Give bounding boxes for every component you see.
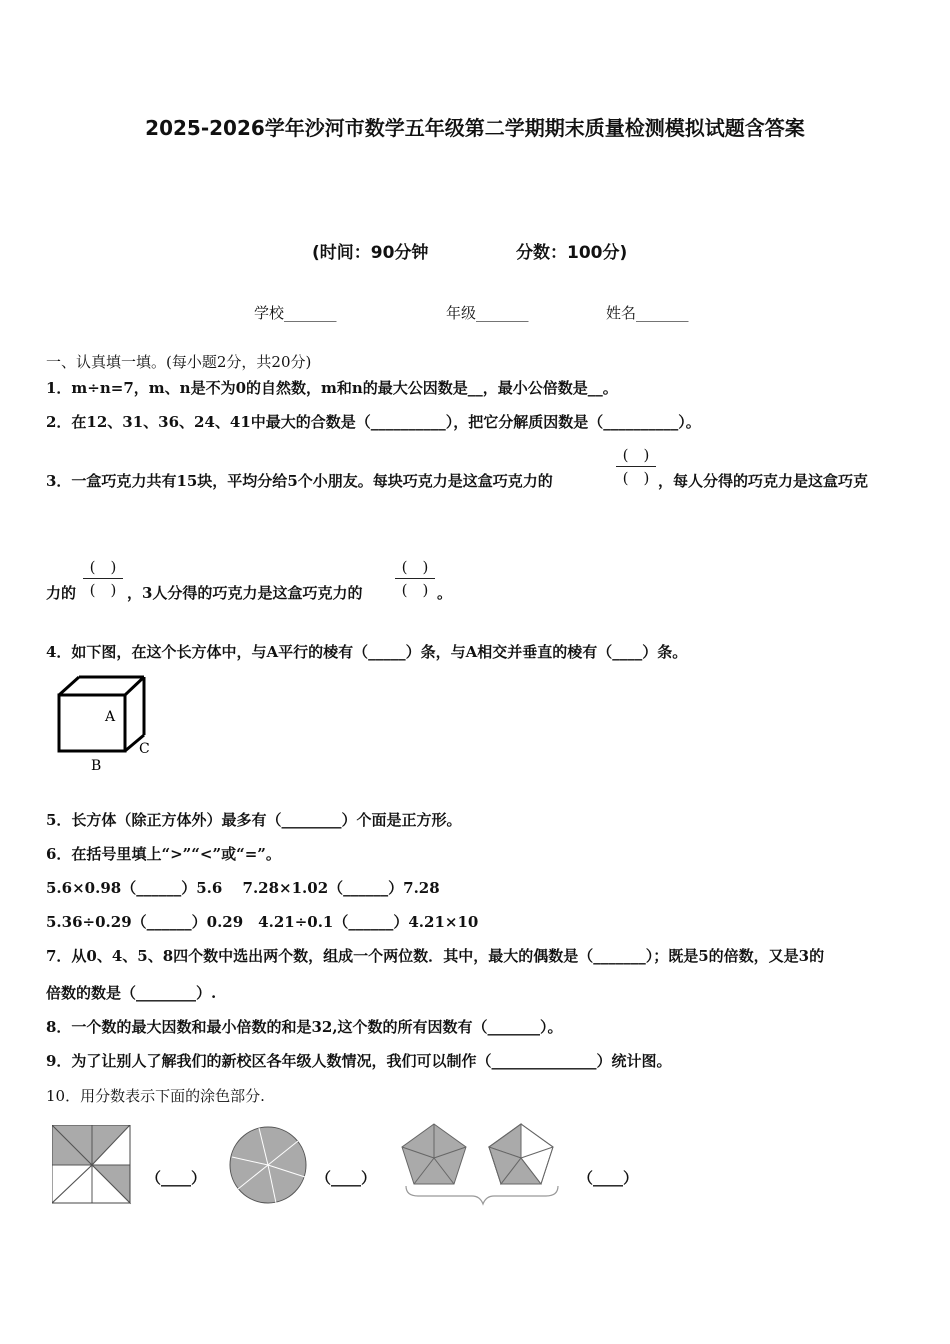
exam-time: (时间：90分钟 bbox=[312, 243, 429, 263]
fraction-blank bbox=[393, 556, 437, 599]
section-heading: 一、认真填一填。(每小题2分，共20分) bbox=[46, 353, 312, 371]
fraction-blank bbox=[614, 444, 658, 487]
question-6: 6．在括号里填上“>”“<”或“=”。 bbox=[46, 845, 281, 863]
cuboid-label-c: C bbox=[139, 741, 150, 757]
exam-score: 分数：100分) bbox=[516, 243, 628, 263]
fraction-denominator: ( ) bbox=[89, 581, 117, 599]
grade-field: 年级_______ bbox=[446, 304, 529, 322]
cuboid-figure bbox=[50, 672, 160, 776]
question-9: 9．为了让别人了解我们的新校区各年级人数情况，我们可以制作（______________）统计图。 bbox=[46, 1052, 672, 1070]
question-5: 5．长方体（除正方体外）最多有（________）个面是正方形。 bbox=[46, 811, 462, 829]
answer-blank-1: （____） bbox=[146, 1169, 207, 1187]
answer-blank-3: （____） bbox=[578, 1169, 639, 1187]
question-3-end: 。 bbox=[437, 584, 453, 602]
circle-figure bbox=[228, 1125, 308, 1205]
answer-blank-2: （____） bbox=[316, 1169, 377, 1187]
question-4: 4．如下图，在这个长方体中，与A平行的棱有（_____）条，与A相交并垂直的棱有（____）条。 bbox=[46, 643, 688, 661]
question-6-row-1: 5.6×0.98（______）5.6 7.28×1.02（______）7.28 bbox=[46, 879, 440, 897]
cuboid-label-b: B bbox=[91, 758, 102, 774]
question-6-row-2: 5.36÷0.29（______）0.29 4.21÷0.1（______）4.21×10 bbox=[46, 913, 479, 931]
fraction-blank bbox=[81, 556, 125, 599]
cuboid-edge bbox=[125, 677, 144, 695]
question-8: 8．一个数的最大因数和最小倍数的和是32,这个数的所有因数有（_______）。 bbox=[46, 1018, 563, 1036]
cuboid-label-a: A bbox=[105, 709, 116, 725]
fraction-numerator: ( ) bbox=[401, 558, 429, 576]
page-title: 2025-2026学年沙河市数学五年级第二学期期末质量检测模拟试题含答案 bbox=[145, 116, 805, 140]
question-3-part4: ，3人分得的巧克力是这盒巧克力的 bbox=[127, 584, 363, 602]
name-field: 姓名_______ bbox=[606, 304, 689, 322]
pentagons-figure bbox=[400, 1120, 562, 1210]
question-3-part2: ，每人分得的巧克力是这盒巧克 bbox=[658, 472, 869, 490]
question-3-part1: 3．一盒巧克力共有15块，平均分给5个小朋友。每块巧克力是这盒巧克力的 bbox=[46, 472, 553, 490]
cuboid-edge bbox=[59, 677, 79, 695]
fraction-numerator: ( ) bbox=[89, 558, 117, 576]
brace bbox=[406, 1186, 558, 1204]
school-field: 学校_______ bbox=[254, 304, 337, 322]
question-10: 10．用分数表示下面的涂色部分. bbox=[46, 1087, 265, 1105]
question-7-line-2: 倍数的数是（________）. bbox=[46, 984, 217, 1002]
square-pinwheel-figure bbox=[52, 1125, 132, 1205]
question-1: 1．m÷n=7，m、n是不为0的自然数，m和n的最大公因数是__，最小公倍数是__。 bbox=[46, 379, 618, 397]
fraction-numerator: ( ) bbox=[622, 446, 650, 464]
question-2: 2．在12、31、36、24、41中最大的合数是（__________），把它分解质因数是（__________）。 bbox=[46, 413, 701, 431]
question-7-line-1: 7．从0、4、5、8四个数中选出两个数，组成一个两位数．其中，最大的偶数是（_______）；既是5的倍数，又是3的 bbox=[46, 947, 825, 965]
question-3-part3: 力的 bbox=[46, 584, 77, 602]
fraction-denominator: ( ) bbox=[622, 469, 650, 487]
fraction-denominator: ( ) bbox=[401, 581, 429, 599]
